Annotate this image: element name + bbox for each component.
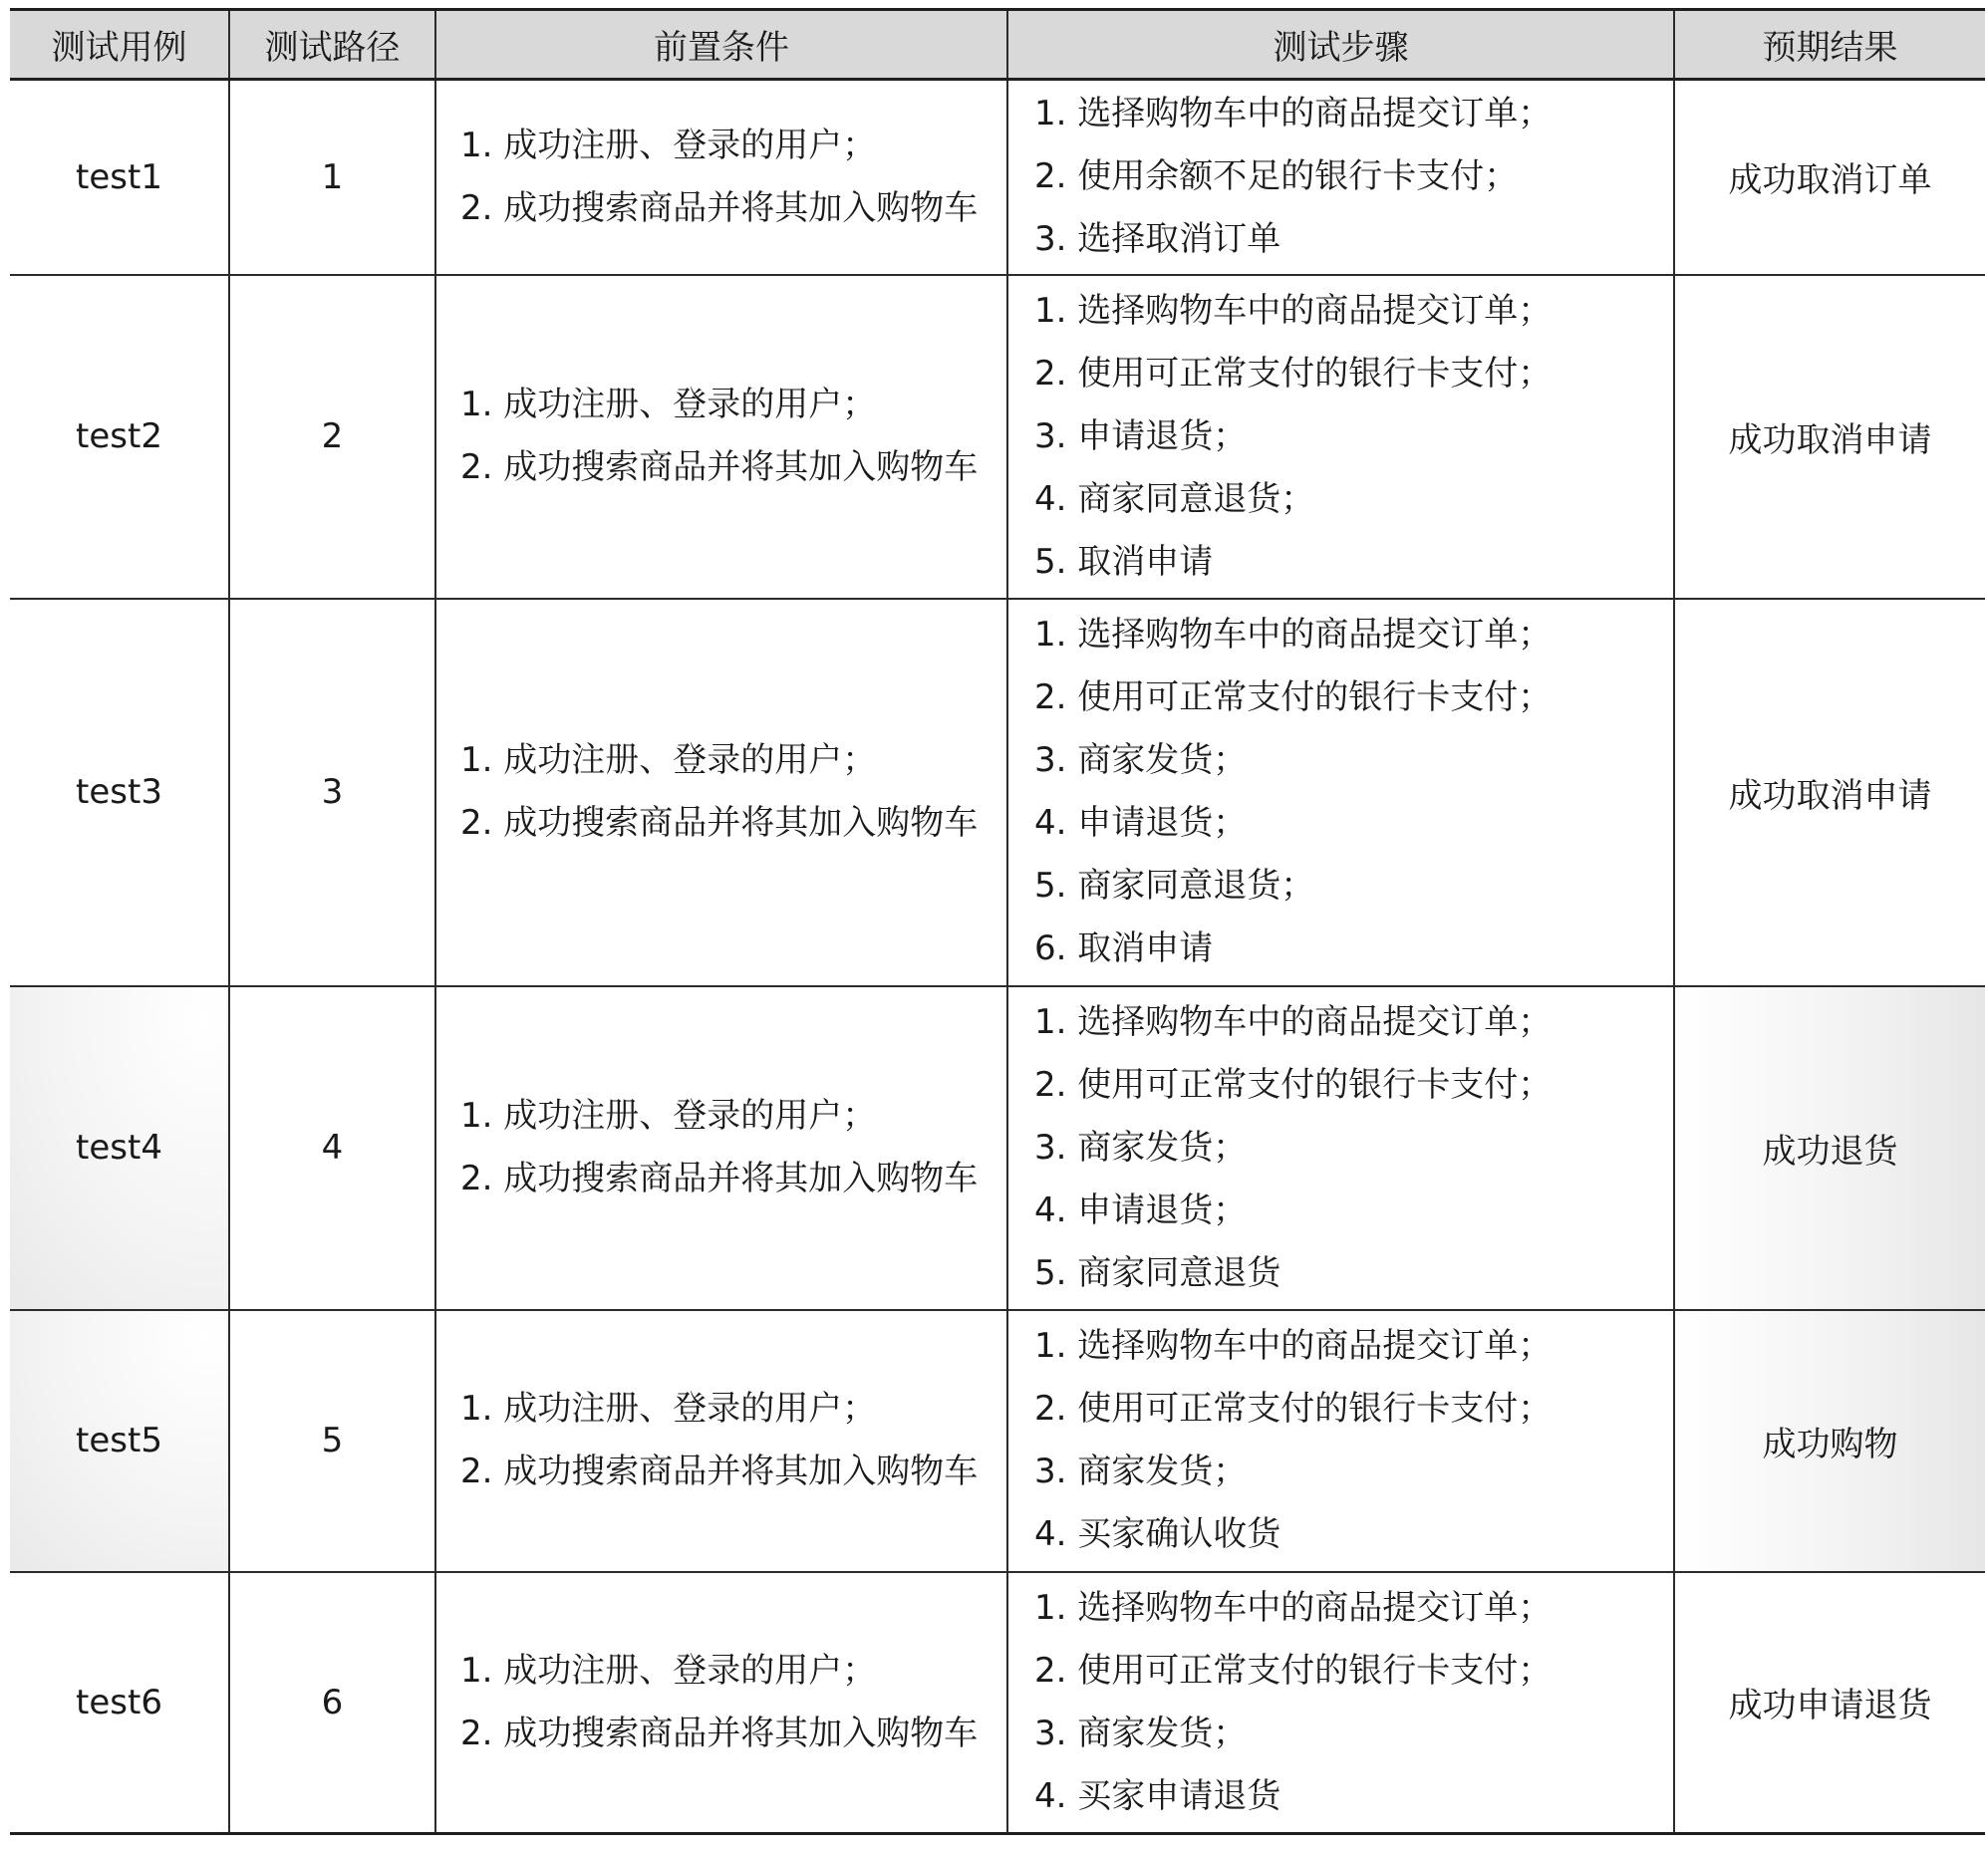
steps-list: [1008, 83, 1673, 271]
step-item: 2. 使用可正常支付的银行卡支付；: [1034, 1064, 1553, 1105]
cell-test-case: test3: [10, 599, 229, 986]
steps-list: [1008, 991, 1673, 1305]
precondition-item: 1. 成功注册、登录的用户；: [460, 740, 877, 780]
steps-list: [1008, 280, 1673, 594]
step-item: 3. 商家发货；: [1034, 1127, 1248, 1168]
test-case-table: [10, 8, 1985, 1835]
preconditions-list: [436, 374, 1006, 499]
step-item: 2. 使用可正常支付的银行卡支付；: [1034, 677, 1553, 717]
step-item: 3. 商家发货；: [1034, 1713, 1248, 1753]
table-body: [10, 80, 1985, 1834]
preconditions-list: [436, 729, 1006, 855]
step-item: 2. 使用余额不足的银行卡支付；: [1034, 156, 1519, 197]
cell-test-steps: [1007, 275, 1674, 599]
step-item: 2. 使用可正常支付的银行卡支付；: [1034, 1650, 1553, 1691]
cell-preconditions: [435, 599, 1007, 986]
cell-test-case: test2: [10, 275, 229, 599]
cell-expected-result: 成功购物: [1674, 1310, 1985, 1572]
cell-test-case: test5: [10, 1310, 229, 1572]
step-item: 3. 商家发货；: [1034, 1452, 1248, 1491]
step-item: 4. 买家确认收货: [1034, 1514, 1281, 1554]
table-row: [10, 1310, 1985, 1572]
step-item: 4. 买家申请退货: [1034, 1775, 1281, 1816]
precondition-item: 2. 成功搜索商品并将其加入购物车: [460, 1159, 979, 1198]
cell-expected-result: 成功申请退货: [1674, 1572, 1985, 1834]
precondition-item: 1. 成功注册、登录的用户；: [460, 385, 877, 424]
cell-test-path: 1: [229, 80, 435, 275]
header-preconditions: 前置条件: [435, 10, 1007, 80]
precondition-item: 2. 成功搜索商品并将其加入购物车: [460, 1713, 979, 1753]
step-item: 1. 选择购物车中的商品提交订单；: [1034, 1587, 1553, 1628]
header-expected-result: 预期结果: [1674, 10, 1985, 80]
preconditions-list: [436, 1640, 1006, 1765]
header-test-steps: 测试步骤: [1007, 10, 1674, 80]
preconditions-list: [436, 1085, 1006, 1210]
table-header: [10, 10, 1985, 80]
table-row: [10, 275, 1985, 599]
cell-test-steps: [1007, 599, 1674, 986]
step-item: 1. 选择购物车中的商品提交订单；: [1034, 290, 1553, 331]
step-item: 5. 取消申请: [1034, 541, 1214, 582]
precondition-item: 2. 成功搜索商品并将其加入购物车: [460, 187, 979, 228]
cell-preconditions: [435, 80, 1007, 275]
precondition-item: 2. 成功搜索商品并将其加入购物车: [460, 1452, 979, 1491]
header-row: [10, 10, 1985, 80]
cell-preconditions: [435, 986, 1007, 1310]
step-item: 4. 商家同意退货；: [1034, 478, 1315, 519]
steps-list: [1008, 604, 1673, 980]
steps-list: [1008, 1577, 1673, 1828]
step-item: 2. 使用可正常支付的银行卡支付；: [1034, 353, 1553, 394]
cell-preconditions: [435, 1572, 1007, 1834]
preconditions-list: [436, 1378, 1006, 1503]
step-item: 3. 申请退货；: [1034, 415, 1248, 456]
precondition-item: 2. 成功搜索商品并将其加入购物车: [460, 447, 979, 487]
precondition-item: 1. 成功注册、登录的用户；: [460, 125, 877, 165]
precondition-item: 2. 成功搜索商品并将其加入购物车: [460, 803, 979, 843]
steps-list: [1008, 1315, 1673, 1566]
cell-test-path: 3: [229, 599, 435, 986]
step-item: 1. 选择购物车中的商品提交订单；: [1034, 94, 1553, 134]
cell-test-case: test6: [10, 1572, 229, 1834]
table-row: [10, 986, 1985, 1310]
step-item: 5. 商家同意退货；: [1034, 866, 1315, 906]
cell-expected-result: 成功退货: [1674, 986, 1985, 1310]
cell-test-path: 2: [229, 275, 435, 599]
cell-test-steps: [1007, 1310, 1674, 1572]
step-item: 1. 选择购物车中的商品提交订单；: [1034, 615, 1553, 655]
cell-expected-result: 成功取消申请: [1674, 275, 1985, 599]
preconditions-list: [436, 115, 1006, 240]
cell-test-steps: [1007, 80, 1674, 275]
step-item: 4. 申请退货；: [1034, 1190, 1248, 1230]
table-row: [10, 1572, 1985, 1834]
cell-test-case: test1: [10, 80, 229, 275]
step-item: 6. 取消申请: [1034, 928, 1214, 968]
header-test-case: 测试用例: [10, 10, 229, 80]
test-case-table-container: [10, 8, 1985, 1835]
cell-test-steps: [1007, 986, 1674, 1310]
step-item: 3. 选择取消订单: [1034, 219, 1281, 260]
cell-expected-result: 成功取消申请: [1674, 599, 1985, 986]
cell-test-steps: [1007, 1572, 1674, 1834]
table-row: [10, 599, 1985, 986]
cell-test-path: 6: [229, 1572, 435, 1834]
step-item: 1. 选择购物车中的商品提交订单；: [1034, 1326, 1553, 1366]
step-item: 2. 使用可正常支付的银行卡支付；: [1034, 1389, 1553, 1429]
cell-test-path: 4: [229, 986, 435, 1310]
table-row: [10, 80, 1985, 275]
cell-preconditions: [435, 1310, 1007, 1572]
step-item: 1. 选择购物车中的商品提交订单；: [1034, 1001, 1553, 1042]
precondition-item: 1. 成功注册、登录的用户；: [460, 1389, 877, 1429]
precondition-item: 1. 成功注册、登录的用户；: [460, 1650, 877, 1691]
cell-test-path: 5: [229, 1310, 435, 1572]
cell-test-case: test4: [10, 986, 229, 1310]
step-item: 5. 商家同意退货: [1034, 1252, 1281, 1293]
step-item: 3. 商家发货；: [1034, 740, 1248, 780]
cell-preconditions: [435, 275, 1007, 599]
cell-expected-result: 成功取消订单: [1674, 80, 1985, 275]
precondition-item: 1. 成功注册、登录的用户；: [460, 1096, 877, 1136]
header-test-path: 测试路径: [229, 10, 435, 80]
step-item: 4. 申请退货；: [1034, 803, 1248, 843]
